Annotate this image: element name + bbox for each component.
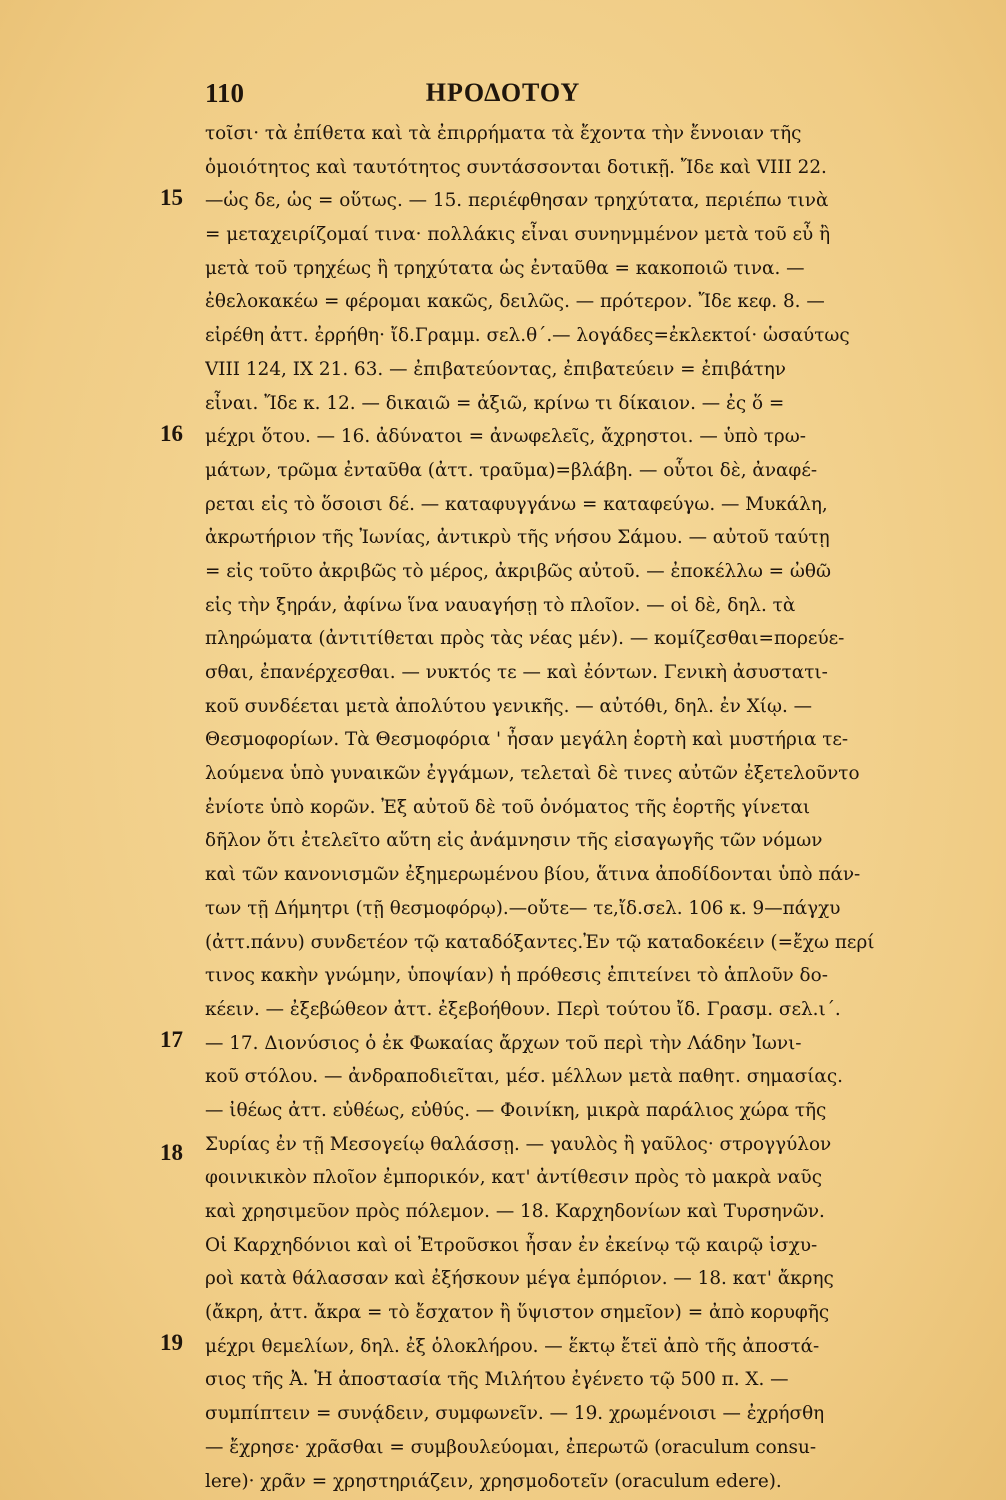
- text-line: Συρίας ἐν τῇ Μεσογείῳ θαλάσσῃ. — γαυλὸς ἢ γαῦλος· στρογγύλον: [205, 1133, 832, 1155]
- text-line: φοινικικὸν πλοῖον ἐμπορικόν, κατ' ἀντίθεσιν πρὸς τὸ μακρὰ ναῦς: [205, 1167, 823, 1189]
- running-title: ΗΡΟΔΟΤΟΥ: [425, 78, 581, 107]
- text-line: κοῦ στόλου. — ἀνδραποδιεῖται, μέσ. μέλλων μετὰ παθητ. σημασίας.: [205, 1066, 843, 1088]
- text-line: εἶναι. Ἴδε κ. 12. — δικαιῶ = ἀξιῶ, κρίνω τι δίκαιον. — ἐς ὅ =: [205, 392, 785, 414]
- text-line: εἰς τὴν ξηράν, ἀφίνω ἵνα ναυαγήσῃ τὸ πλοῖον. — οἱ δὲ, δηλ. τὰ: [205, 594, 796, 616]
- text-line: lere)· χρᾶν = χρηστηριάζειν, χρησμοδοτεῖν (oraculum edere).: [205, 1470, 782, 1492]
- text-line: Οἱ Καρχηδόνιοι καὶ οἱ Ἐτροῦσκοι ἦσαν ἐν ἐκείνῳ τῷ καιρῷ ἰσχυ-: [205, 1234, 818, 1256]
- text-line: σιος τῆς Ἀ. Ἡ ἀποστασία τῆς Μιλήτου ἐγένετο τῷ 500 π. Χ. —: [205, 1369, 789, 1391]
- text-line: μέχρι θεμελίων, δηλ. ἐξ ὁλοκλήρου. — ἕκτῳ ἔτεϊ ἀπὸ τῆς ἀποστά-: [205, 1335, 820, 1357]
- text-line: των τῇ Δήμητρι (τῇ θεσμοφόρῳ).—οὔτε— τε,ἴδ.σελ. 106 κ. 9—πάγχυ: [205, 897, 841, 919]
- text-line: — ἔχρησε· χρᾶσθαι = συμβουλεύομαι, ἐπερωτῶ (oraculum consu-: [205, 1436, 817, 1458]
- text-line: συμπίπτειν = συνᾴδειν, συμφωνεῖν. — 19. χρωμένοισι — ἐχρήσθη: [205, 1403, 825, 1425]
- margin-number: 15: [160, 185, 183, 210]
- margin-number: 19: [160, 1330, 183, 1355]
- text-line: — ἰθέως ἀττ. εὐθέως, εὐθύς. — Φοινίκη, μικρὰ παράλιος χώρα τῆς: [205, 1099, 827, 1121]
- text-line: λούμενα ὑπὸ γυναικῶν ἐγγάμων, τελεταὶ δὲ τινες αὐτῶν ἐξετελοῦντο: [205, 763, 860, 785]
- text-line: Θεσμοφορίων. Τὰ Θεσμοφόρια ' ἦσαν μεγάλη ἑορτὴ καὶ μυστήρια τε-: [205, 729, 849, 751]
- text-line: σθαι, ἐπανέρχεσθαι. — νυκτός τε — καὶ ἐόντων. Γενικὴ ἀσυστατι-: [205, 662, 828, 683]
- text-line: ἀκρωτήριον τῆς Ἰωνίας, ἀντικρὺ τῆς νήσου Σάμου. — αὐτοῦ ταύτῃ: [205, 527, 830, 549]
- text-line: (ἀττ.πάνυ) συνδετέον τῷ καταδόξαντες.Ἐν τῷ καταδοκέειν (=ἔχω περί: [205, 931, 875, 953]
- page-number: 110: [205, 78, 245, 108]
- text-line: μάτων, τρῶμα ἐνταῦθα (ἀττ. τραῦμα)=βλάβη. — οὗτοι δὲ, ἀναφέ-: [205, 459, 818, 481]
- text-line: μετὰ τοῦ τρηχέως ἢ τρηχύτατα ὡς ἐνταῦθα = κακοποιῶ τινα. —: [205, 257, 805, 279]
- text-line: κοῦ συνδέεται μετὰ ἀπολύτου γενικῆς. — αὐτόθι, δηλ. ἐν Χίῳ. —: [205, 695, 813, 717]
- text-line: = εἰς τοῦτο ἀκριβῶς τὸ μέρος, ἀκριβῶς αὐτοῦ. — ἐποκέλλω = ὠθῶ: [205, 560, 831, 582]
- text-line: δῆλον ὅτι ἐτελεῖτο αὕτη εἰς ἀνάμνησιν τῆς εἰσαγωγῆς τῶν νόμων: [205, 830, 823, 852]
- margin-line-numbers: [0, 0, 200, 1500]
- text-line: τοῖσι· τὰ ἐπίθετα καὶ τὰ ἐπιρρήματα τὰ ἔχοντα τὴν ἔννοιαν τῆς: [205, 123, 802, 144]
- margin-number: 16: [160, 421, 183, 446]
- text-line: VIII 124, IX 21. 63. — ἐπιβατεύοντας, ἐπιβατεύειν = ἐπιβάτην: [205, 358, 786, 380]
- text-line: καὶ χρησιμεῦον πρὸς πόλεμον. — 18. Καρχηδονίων καὶ Τυρσηνῶν.: [205, 1201, 825, 1222]
- text-line: —ὡς δε, ὡς = οὕτως. — 15. περιέφθησαν τρηχύτατα, περιέπω τινὰ: [205, 190, 829, 212]
- text-line: ὁμοιότητος καὶ ταυτότητος συντάσσονται δοτικῇ. Ἴδε καὶ VIII 22.: [205, 156, 827, 178]
- text-line: ρεται εἰς τὸ ὅσοισι δέ. — καταφυγγάνω = καταφεύγω. — Μυκάλη,: [205, 493, 828, 515]
- text-line: (ἄκρη, ἀττ. ἄκρα = τὸ ἔσχατον ἢ ὕψιστον σημεῖον) = ἀπὸ κορυφῆς: [205, 1302, 830, 1324]
- text-line: — 17. Διονύσιος ὁ ἐκ Φωκαίας ἄρχων τοῦ περὶ τὴν Λάδην Ἰωνι-: [205, 1032, 802, 1054]
- margin-number: 18: [160, 1140, 183, 1165]
- text-line: κέειν. — ἐξεβώθεον ἀττ. ἐξεβοήθουν. Περὶ τούτου ἴδ. Γρασμ. σελ.ι΄.: [205, 998, 841, 1020]
- text-line: τινος κακὴν γνώμην, ὑποψίαν) ἡ πρόθεσις ἐπιτείνει τὸ ἁπλοῦν δο-: [205, 965, 828, 987]
- text-line: μέχρι ὅτου. — 16. ἀδύνατοι = ἀνωφελεῖς, ἄχρηστοι. — ὑπὸ τρω-: [205, 426, 806, 448]
- text-line: πληρώματα (ἀντιτίθεται πρὸς τὰς νέας μέν). — κομίζεσθαι=πορεύε-: [205, 628, 845, 650]
- margin-number: 17: [160, 1027, 183, 1052]
- commentary-text: [205, 117, 948, 1498]
- text-line: = μεταχειρίζομαί τινα· πολλάκις εἶναι συνηνμμένον μετὰ τοῦ εὖ ἢ: [205, 224, 831, 246]
- text-line: εἰρέθη ἀττ. ἐρρήθη· ἴδ.Γραμμ. σελ.θ΄.— λογάδες=ἐκλεκτοί· ὡσαύτως: [205, 325, 850, 347]
- text-line: καὶ τῶν κανονισμῶν ἐξημερωμένου βίου, ἅτινα ἀποδίδονται ὑπὸ πάν-: [205, 864, 861, 886]
- text-line: ροὶ κατὰ θάλασσαν καὶ ἐξήσκουν μέγα ἐμπόριον. — 18. κατ' ἄκρης: [205, 1268, 834, 1290]
- text-line: ἐνίοτε ὑπὸ κορῶν. Ἐξ αὐτοῦ δὲ τοῦ ὀνόματος τῆς ἑορτῆς γίνεται: [205, 796, 811, 818]
- text-line: ἐθελοκακέω = φέρομαι κακῶς, δειλῶς. — πρότερον. Ἴδε κεφ. 8. —: [205, 291, 825, 313]
